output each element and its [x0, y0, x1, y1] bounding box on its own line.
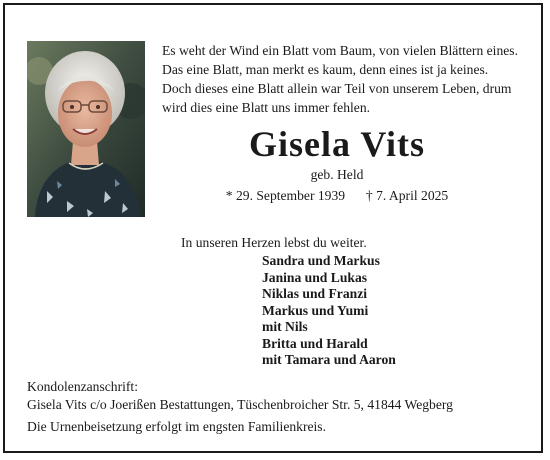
birth-symbol: * [225, 188, 233, 203]
funeral-note: Die Urnenbeisetzung erfolgt im engsten Familienkreis. [27, 419, 326, 434]
portrait-photo [27, 41, 145, 217]
poem-line: Doch dieses eine Blatt allein war Teil von unserem Leben, drum [162, 81, 512, 96]
poem-line: Es weht der Wind ein Blatt vom Baum, von vielen Blättern eines. [162, 43, 518, 58]
condolence-address-line: Gisela Vits c/o Joerißen Bestattungen, Tüschenbroicher Str. 5, 41844 Wegberg [27, 397, 453, 412]
tagline: In unseren Herzen lebst du weiter. [181, 235, 367, 250]
birth-name: geb. Held [310, 167, 364, 182]
memorial-poem [162, 41, 542, 117]
mourner-entry: Janina und Lukas [262, 269, 368, 285]
death-symbol: † [365, 188, 373, 203]
condolence-address [27, 378, 453, 414]
mourner-entry: mit Nils [262, 319, 308, 334]
deceased-name: Gisela Vits [248, 124, 425, 164]
mourner-entry: Markus und Yumi [262, 302, 369, 318]
obituary-frame [3, 3, 543, 453]
poem-line: wird dies eine Blatt uns immer fehlen. [162, 100, 371, 115]
mourners-list [262, 253, 396, 369]
mourner-entry: mit Tamara und Aaron [262, 352, 396, 367]
death-date: 7. April 2025 [376, 188, 449, 203]
life-dates [162, 188, 512, 204]
mourner-entry: Niklas und Franzi [262, 286, 367, 301]
condolence-label: Kondolenzanschrift: [27, 379, 138, 394]
poem-line: Das eine Blatt, man merkt es kaum, denn eines ist ja keines. [162, 62, 489, 77]
mourner-entry: Sandra und Markus [262, 253, 380, 268]
birth-date: 29. September 1939 [235, 188, 346, 203]
mourner-entry: Britta und Harald [262, 335, 368, 351]
